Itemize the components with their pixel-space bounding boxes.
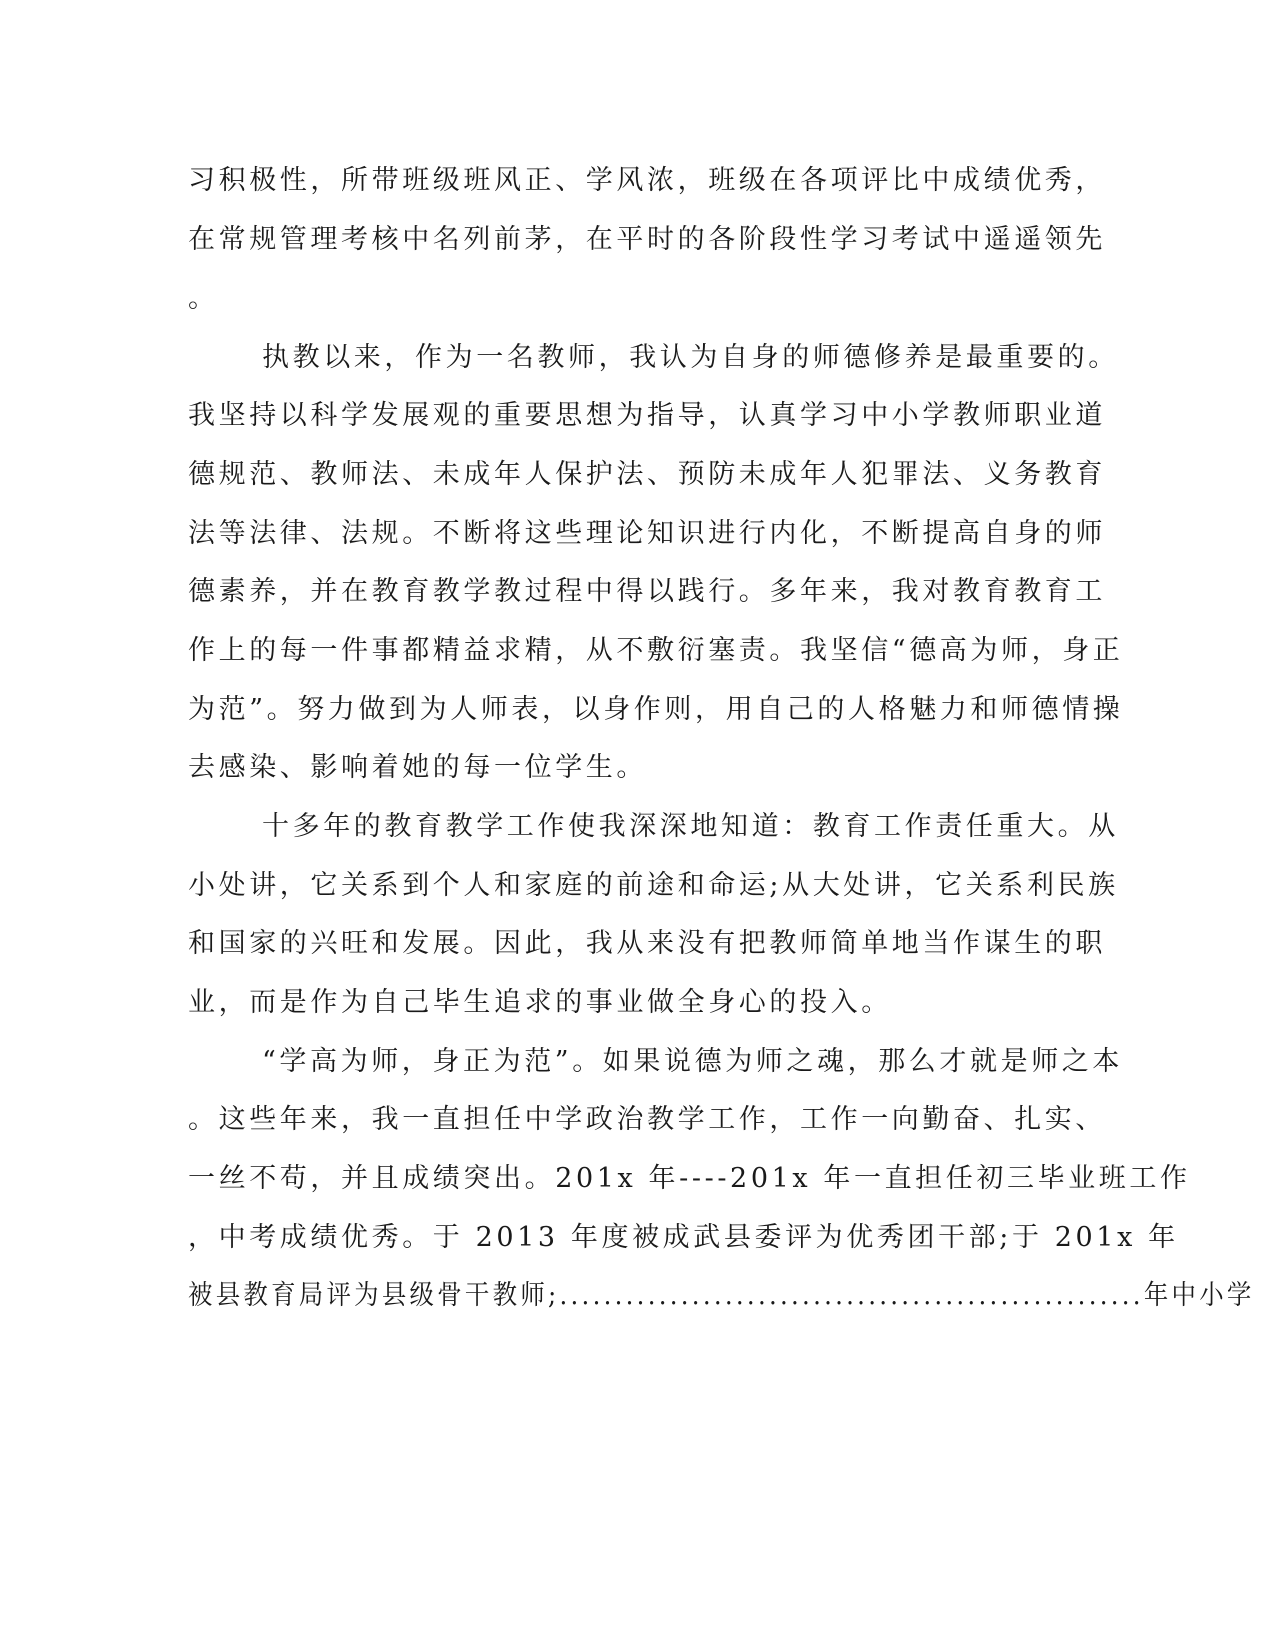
text-line-18: 一丝不苟，并且成绩突出。201x 年----201x 年一直担任初三毕业班工作 bbox=[188, 1163, 1191, 1194]
text-line-9: 作上的每一件事都精益求精，从不敷衍塞责。我坚信“德高为师，身正 bbox=[188, 635, 1124, 666]
text-line-20: 被县教育局评为县级骨干教师;.....................................................年中小学 bbox=[188, 1280, 1255, 1311]
text-line-10: 为范”。努力做到为人师表，以身作则，用自己的人格魅力和师德情操 bbox=[188, 694, 1124, 725]
text-line-1: 习积极性，所带班级班风正、学风浓，班级在各项评比中成绩优秀， bbox=[188, 165, 1106, 196]
text-line-16: “学高为师，身正为范”。如果说德为师之魂，那么才就是师之本 bbox=[262, 1046, 1124, 1077]
text-line-14: 和国家的兴旺和发展。因此，我从来没有把教师简单地当作谋生的职 bbox=[188, 928, 1106, 959]
text-line-11: 去感染、影响着她的每一位学生。 bbox=[188, 752, 647, 783]
text-line-17: 。这些年来，我一直担任中学政治教学工作，工作一向勤奋、扎实、 bbox=[188, 1104, 1106, 1135]
text-line-4: 执教以来，作为一名教师，我认为自身的师德修养是最重要的。 bbox=[262, 342, 1119, 373]
text-line-12: 十多年的教育教学工作使我深深地知道：教育工作责任重大。从 bbox=[262, 811, 1119, 842]
text-line-7: 法等法律、法规。不断将这些理论知识进行内化，不断提高自身的师 bbox=[188, 518, 1106, 549]
text-line-13: 小处讲，它关系到个人和家庭的前途和命运;从大处讲，它关系利民族 bbox=[188, 870, 1119, 901]
text-line-8: 德素养，并在教育教学教过程中得以践行。多年来，我对教育教育工 bbox=[188, 576, 1106, 607]
text-line-5: 我坚持以科学发展观的重要思想为指导，认真学习中小学教师职业道 bbox=[188, 400, 1106, 431]
text-line-2: 在常规管理考核中名列前茅，在平时的各阶段性学习考试中遥遥领先 bbox=[188, 224, 1106, 255]
text-line-6: 德规范、教师法、未成年人保护法、预防未成年人犯罪法、义务教育 bbox=[188, 459, 1106, 490]
text-line-15: 业，而是作为自己毕生追求的事业做全身心的投入。 bbox=[188, 987, 892, 1018]
text-line-3: 。 bbox=[188, 283, 219, 314]
text-line-19: ，中考成绩优秀。于 2013 年度被成武县委评为优秀团干部;于 201x 年 bbox=[188, 1222, 1179, 1253]
